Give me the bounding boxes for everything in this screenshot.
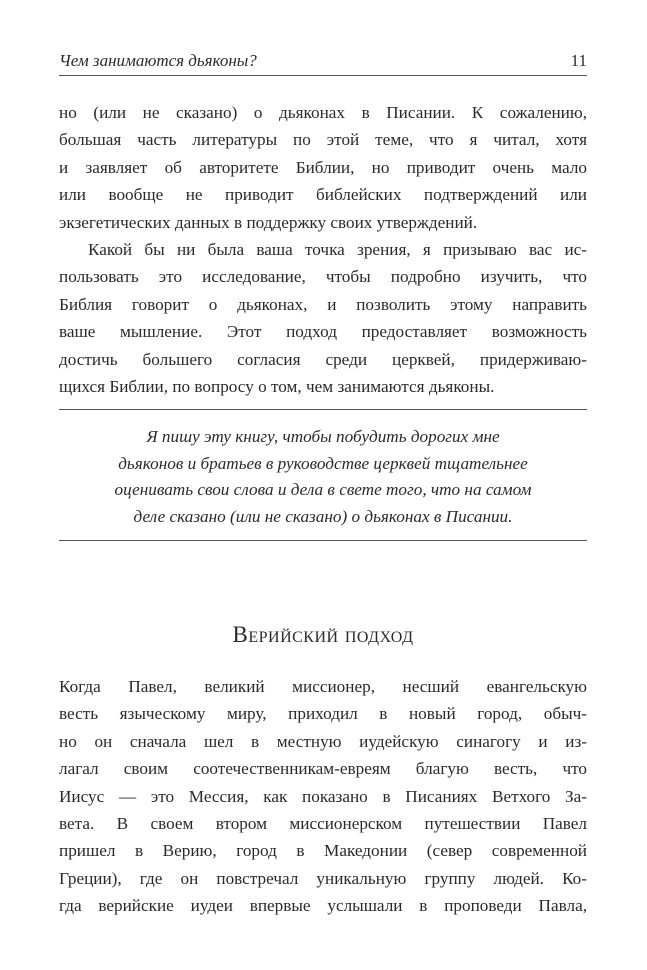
- paragraph-line: но (или не сказано) о дьяконах в Писании. К сожалению,: [59, 103, 587, 122]
- paragraph-line: большая часть литературы по этой теме, что я читал, хотя: [59, 130, 587, 150]
- paragraph-3: [59, 673, 587, 920]
- paragraph-line: ваше мышление. Этот подход предоставляет возможность: [59, 322, 587, 342]
- running-head: [59, 51, 587, 76]
- pullquote: [59, 409, 587, 541]
- pullquote-line: Я пишу эту книгу, чтобы побудить дорогих мне: [146, 427, 500, 446]
- paragraph-line: весть языческому миру, приходил в новый город, обыч-: [59, 704, 587, 724]
- paragraph-line: но он сначала шел в местную иудейскую синагогу и из-: [59, 731, 587, 751]
- page-number: 11: [570, 51, 587, 70]
- paragraph-line: достичь большего согласия среди церквей, придерживаю-: [59, 349, 587, 369]
- paragraph-line: пришел в Верию, город в Македонии (север современной: [59, 841, 587, 861]
- paragraph-line: Библия говорит о дьяконах, и позволить этому направить: [59, 294, 587, 314]
- paragraph-line: Когда Павел, великий миссионер, несший евангельскую: [59, 677, 587, 696]
- running-title: Чем занимаются дьяконы?: [59, 51, 257, 70]
- paragraph-2: [59, 236, 587, 400]
- paragraph-line: экзегетических данных в поддержку своих утверждений.: [59, 212, 478, 232]
- paragraph-line: Иисус — это Мессия, как показано в Писаниях Ветхого За-: [59, 786, 587, 806]
- paragraph-line: пользовать это исследование, чтобы подробно изучить, что: [59, 267, 587, 287]
- pullquote-line: оценивать свои слова и дела в свете того, что на самом: [114, 480, 532, 499]
- paragraph-line: Греции), где он повстречал уникальную группу людей. Ко-: [59, 868, 587, 888]
- pullquote-line: дьяконов и братьев в руководстве церквей тщательнее: [118, 453, 528, 473]
- paragraph-line: щихся Библии, по вопросу о том, чем занимаются дьяконы.: [59, 377, 495, 397]
- paragraph-line: лагал своим соотечественникам-евреям благую весть, что: [59, 759, 587, 779]
- paragraph-line: гда верийские иудеи впервые услышали в проповеди Павла,: [59, 896, 587, 916]
- paragraph-line: вета. В своем втором миссионерском путешествии Павел: [59, 814, 587, 834]
- paragraph-line: или вообще не приводит библейских подтверждений или: [59, 185, 587, 205]
- paragraph-1: [59, 99, 587, 236]
- paragraph-line: и заявляет об авторитете Библии, но приводит очень мало: [59, 157, 587, 177]
- pullquote-line: деле сказано (или не сказано) о дьяконах в Писании.: [133, 506, 513, 526]
- pullquote-text: [59, 424, 587, 530]
- section-heading: Верийский подход: [232, 622, 414, 647]
- paragraph-line: Какой бы ни была ваша точка зрения, я призываю вас ис-: [88, 240, 587, 259]
